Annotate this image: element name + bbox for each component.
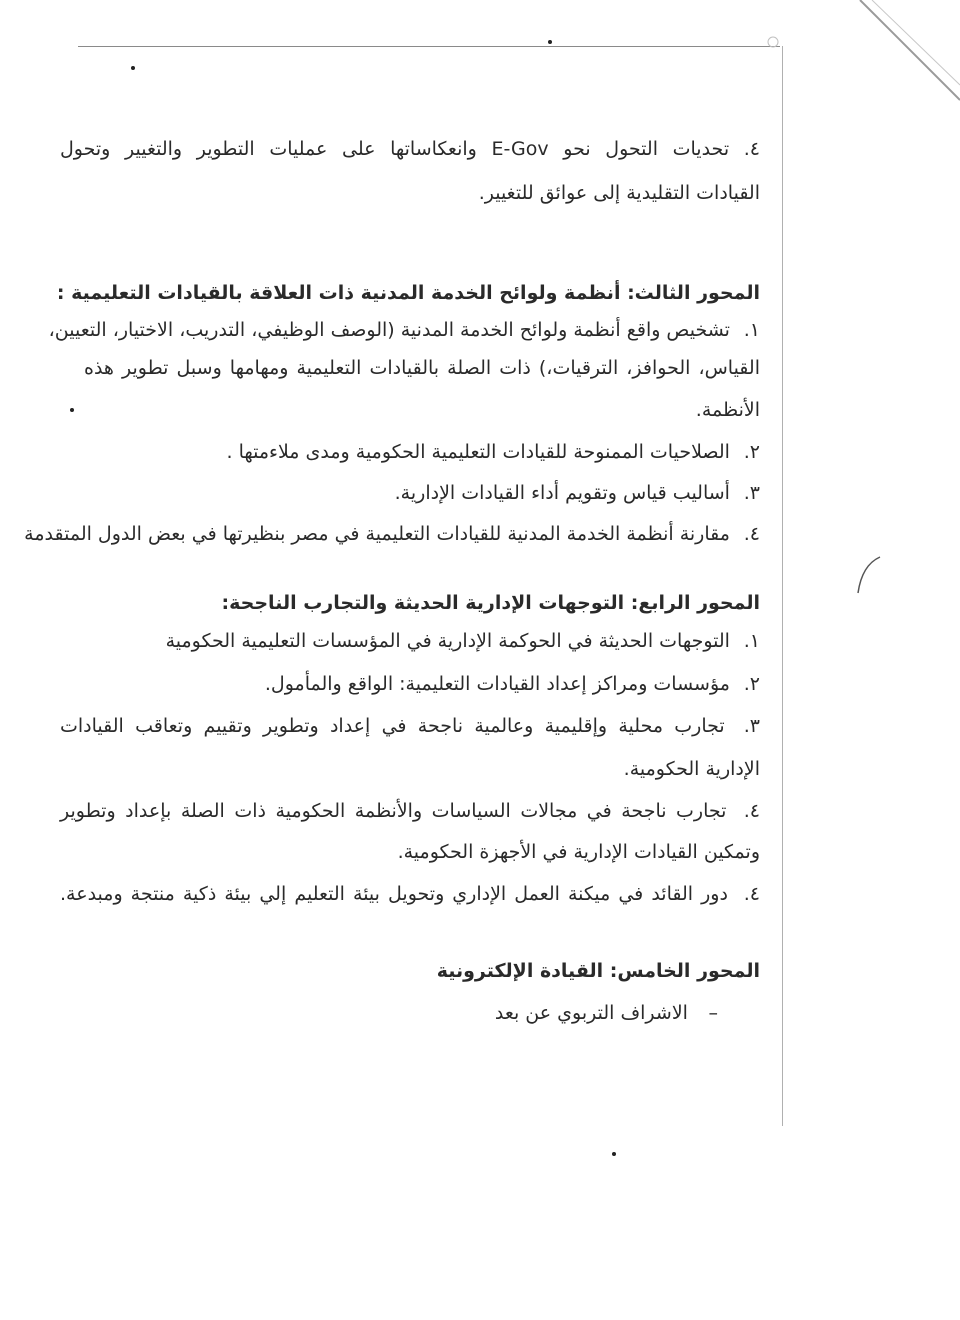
scan-corner-shadow xyxy=(850,0,960,110)
axis4-item3-line1: ٣. تجارب محلية وإقليمية وعالمية ناجحة في إعداد وتطوير وتقييم وتعاقب القيادات xyxy=(60,715,760,737)
scan-speck xyxy=(612,1152,616,1156)
scan-speck xyxy=(548,40,552,44)
axis5-heading: المحور الخامس: القيادة الإلكترونية xyxy=(436,960,760,982)
axis3-item3: ٣. أساليب قياس وتقويم أداء القيادات الإدارية. xyxy=(394,482,760,504)
axis4-item2: ٢. مؤسسات ومراكز إعداد القيادات التعليمية: الواقع والمأمول. xyxy=(264,673,760,695)
axis4-item4-line1: ٤. تجارب ناجحة في مجالات السياسات والأنظمة الحكومية ذات الصلة بإعداد وتطوير xyxy=(60,800,760,822)
punch-hole-mark xyxy=(765,34,781,50)
axis4-item1: ١. التوجهات الحديثة في الحوكمة الإدارية في المؤسسات التعليمية الحكومية xyxy=(165,630,760,652)
axis3-heading: المحور الثالث: أنظمة ولوائح الخدمة المدنية ذات العلاقة بالقيادات التعليمية : xyxy=(56,282,760,304)
margin-mark xyxy=(852,555,882,595)
axis3-item1-line2: القياس، الحوافز، الترقيات،) ذات الصلة بالقيادات التعليمية ومهامها وسبل تطوير هذه xyxy=(84,357,760,379)
axis5-item: – الاشراف التربوي عن بعد xyxy=(494,1002,718,1024)
intro-item4-line1: ٤. تحديات التحول نحو E-Gov وانعكاساتها على عمليات التطوير والتغيير وتحول xyxy=(60,138,761,160)
scan-speck xyxy=(131,66,135,70)
axis3-item1-line1: ١. تشخيص واقع أنظمة ولوائح الخدمة المدنية (الوصف الوظيفي، التدريب، الاختيار، التعيين، xyxy=(48,319,760,341)
axis3-item2: ٢. الصلاحيات الممنوحة للقيادات التعليمية الحكومية ومدى ملاءمتها . xyxy=(226,441,760,463)
axis3-item1-line3: الأنظمة. xyxy=(695,399,760,421)
axis4-heading: المحور الرابع: التوجهات الإدارية الحديثة والتجارب الناجحة: xyxy=(221,592,760,614)
axis4-item4-line2: وتمكين القيادات الإدارية في الأجهزة الحكومية. xyxy=(397,841,760,863)
scan-speck xyxy=(70,408,74,412)
right-border-line xyxy=(782,46,783,1126)
axis4-item5: ٤. دور القائد في ميكنة العمل الإداري وتحويل بيئة التعليم إلي بيئة ذكية منتجة ومبدعة. xyxy=(60,883,761,905)
top-border-line xyxy=(78,46,780,47)
axis3-item4: ٤. مقارنة أنظمة الخدمة المدنية للقيادات التعليمية في مصر بنظيرتها في بعض الدول المتقدمة xyxy=(24,523,760,545)
intro-item4-line2: القيادات التقليدية إلى عوائق للتغيير. xyxy=(478,182,760,204)
axis4-item3-line2: الإدارية الحكومية. xyxy=(623,758,760,780)
